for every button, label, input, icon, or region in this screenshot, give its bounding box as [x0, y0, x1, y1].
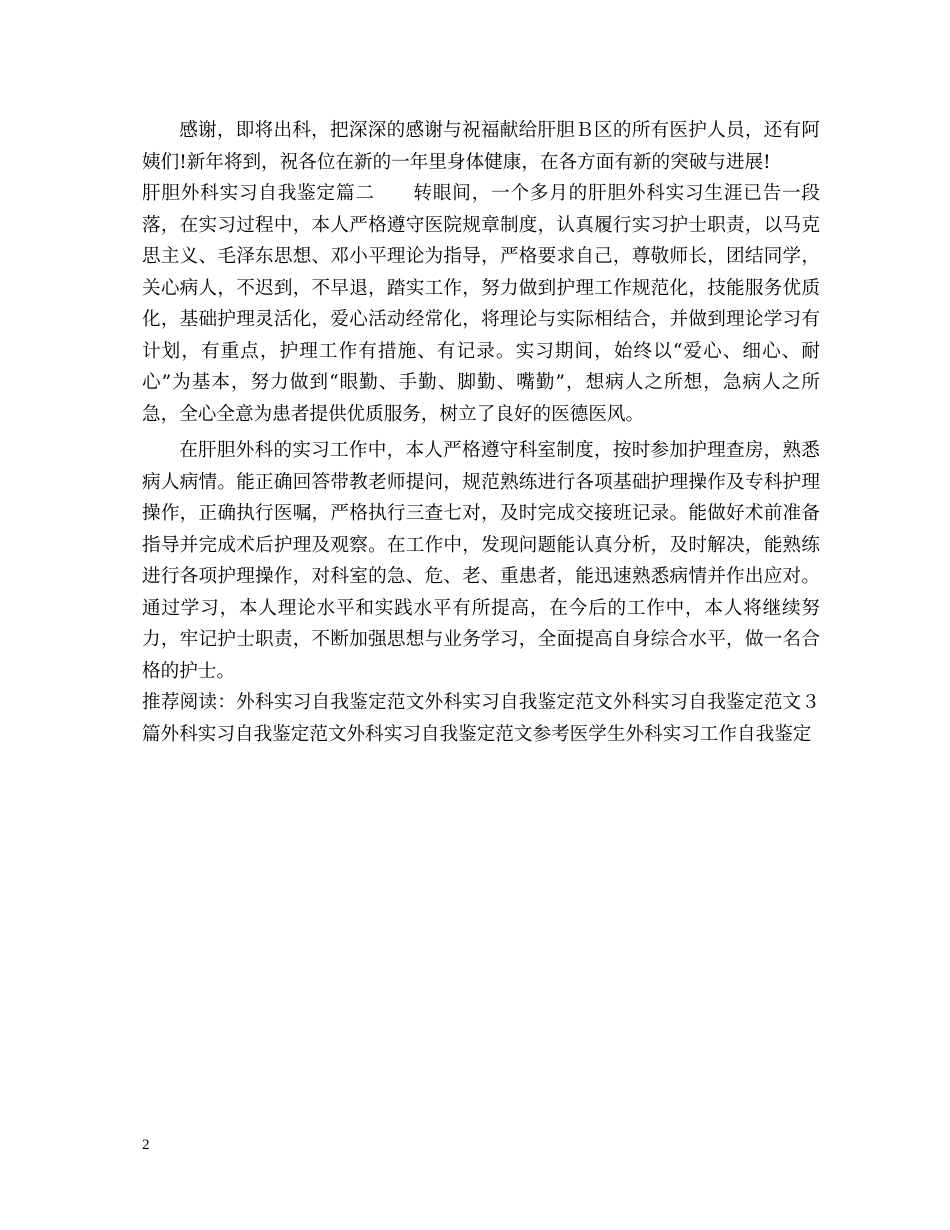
document-body — [142, 115, 820, 750]
paragraph-section-two: 肝胆外科实习自我鉴定篇二 转眼间，一个多月的肝胆外科实习生涯已告一段落，在实习过程中，本人严格遵守医院规章制度，认真履行实习护士职责，以马克思主义、毛泽东思想、邓小平理论为指导，严格要求自己，尊敬师长，团结同学，关心病人，不迟到，不早退，踏实工作，努力做到护理工作规范化，技能服务优质化，基础护理灵活化，爱心活动经常化，将理论与实际相结合，并做到理论学习有计划，有重点，护理工作有措施、有记录。实习期间，始终以“爱心、细心、耐心”为基本，努力做到“眼勤、手勤、脚勤、嘴勤”，想病人之所想，急病人之所急，全心全意为患者提供优质服务，树立了良好的医德医风。 — [142, 183, 820, 425]
paragraph-work-summary: 在肝胆外科的实习工作中，本人严格遵守科室制度，按时参加护理查房，熟悉病人病情。能正确回答带教老师提问，规范熟练进行各项基础护理操作及专科护理操作，正确执行医嘱，严格执行三查七对，及时完成交接班记录。能做好术前准备指导并完成术后护理及观察。在工作中，发现问题能认真分析，及时解决，能熟练进行各项护理操作，对科室的急、危、老、重患者，能迅速熟悉病情并作出应对。通过学习，本人理论水平和实践水平有所提高，在今后的工作中，本人将继续努力，牢记护士职责，不断加强思想与业务学习，全面提高自身综合水平，做一名合格的护士。 — [142, 440, 820, 682]
page-number: 2 — [142, 1137, 150, 1153]
paragraph-closing-thanks: 感谢，即将出科，把深深的感谢与祝福献给肝胆Ｂ区的所有医护人员，还有阿姨们!新年将到，祝各位在新的一年里身体健康，在各方面有新的突破与进展! — [142, 120, 820, 173]
paragraph-recommended-reading: 推荐阅读：外科实习自我鉴定范文外科实习自我鉴定范文外科实习自我鉴定范文３篇外科实习自我鉴定范文外科实习自我鉴定范文参考医学生外科实习工作自我鉴定 — [142, 692, 820, 745]
